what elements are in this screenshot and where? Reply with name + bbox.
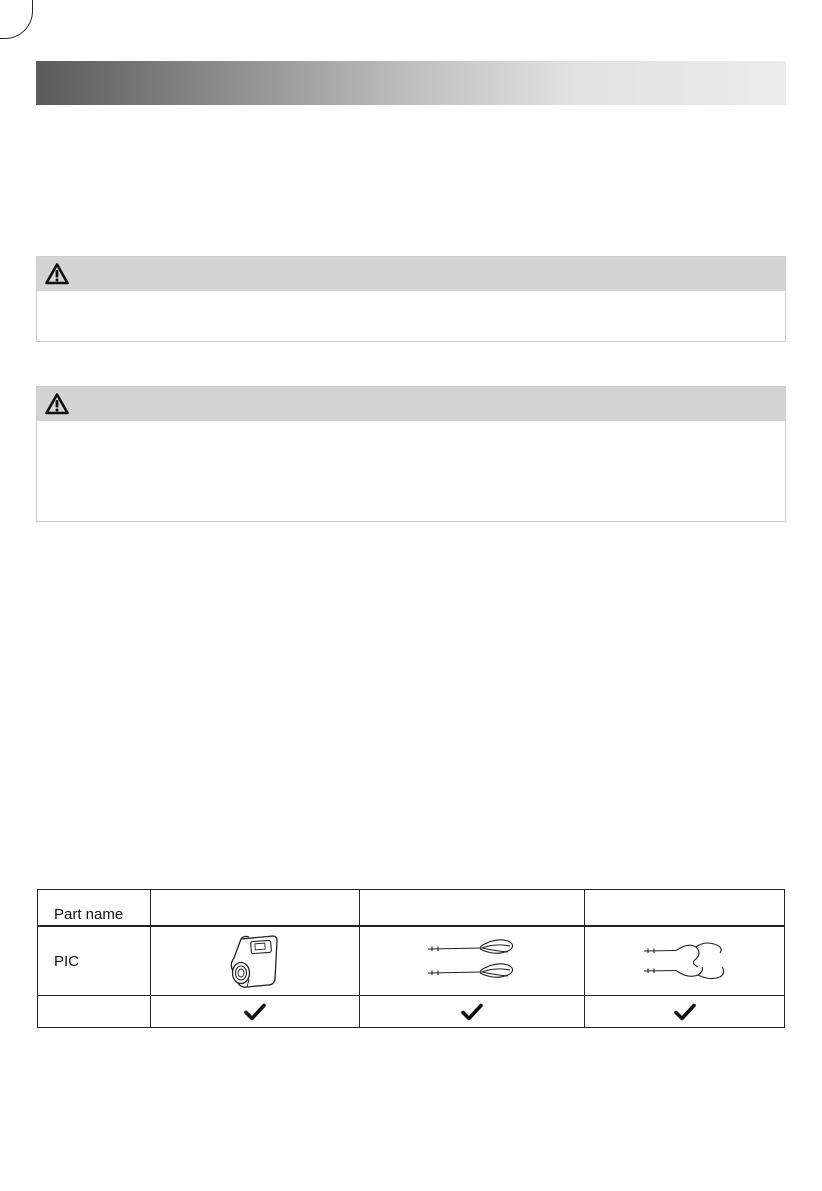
- warning-box-1-header: [37, 257, 785, 291]
- checkmark-icon: [244, 1003, 266, 1021]
- warning-box-2: [36, 386, 786, 522]
- warning-triangle-icon: [45, 262, 69, 286]
- checkmark-icon: [461, 1003, 483, 1021]
- table-header-row: [38, 890, 785, 927]
- pic-cell-mixer-body: [151, 926, 360, 996]
- pic-cell-dough-hooks: [585, 926, 785, 996]
- warning-box-1: [36, 256, 786, 342]
- page-corner-line: [0, 0, 33, 39]
- part-name-cell: [360, 890, 585, 927]
- part-name-cell: [151, 890, 360, 927]
- dough-hooks-icon: [640, 939, 730, 983]
- pic-cell-beaters: [360, 926, 585, 996]
- parts-table: [37, 889, 785, 1028]
- section-header-bar: [36, 61, 786, 105]
- pic-label: PIC: [38, 926, 151, 996]
- part-name-label: Part name: [38, 890, 151, 927]
- check-label-cell: [38, 996, 151, 1028]
- included-check-beaters: [360, 996, 585, 1028]
- warning-box-2-header: [37, 387, 785, 421]
- included-check-mixer-body: [151, 996, 360, 1028]
- included-check-dough-hooks: [585, 996, 785, 1028]
- part-name-cell: [585, 890, 785, 927]
- table-check-row: [38, 996, 785, 1028]
- warning-triangle-icon: [45, 392, 69, 416]
- checkmark-icon: [674, 1003, 696, 1021]
- mixer-body-icon: [225, 931, 285, 991]
- table-pic-row: [38, 926, 785, 996]
- beaters-icon: [424, 935, 520, 987]
